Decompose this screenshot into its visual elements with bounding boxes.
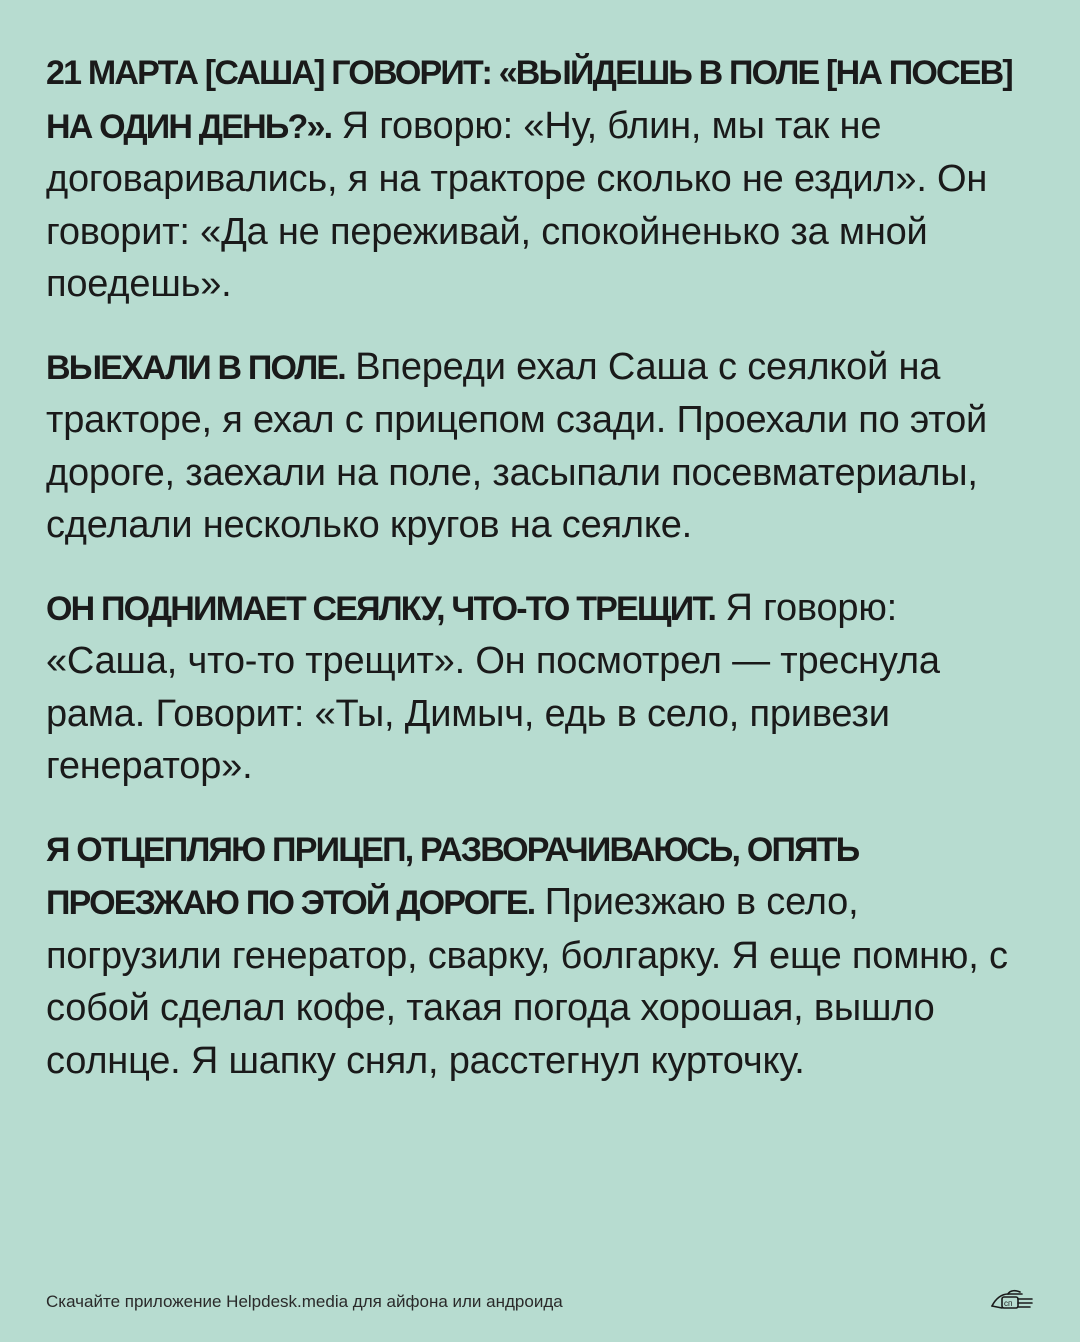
paragraph-4 — [46, 823, 1036, 1088]
paragraph-2 — [46, 341, 1036, 552]
paragraph-3-text: Я говорю: «Саша, что-то трещит». Он посмотрел — треснула рама. Говорит: «Ты, Димыч, едь в село, привези генератор». — [46, 586, 940, 787]
article-body — [46, 46, 1036, 1117]
helpdesk-hand-logo-icon[interactable] — [988, 1286, 1036, 1314]
paragraph-3-lead: ОН ПОДНИМАЕТ СЕЯЛКУ, ЧТО-ТО ТРЕЩИТ. — [46, 589, 716, 628]
svg-text:сп: сп — [1004, 1299, 1013, 1308]
paragraph-1-lead: 21 МАРТА [САША] ГОВОРИТ: «ВЫЙДЕШЬ В ПОЛЕ [НА ПОСЕВ] НА ОДИН ДЕНЬ?». — [46, 54, 1012, 146]
paragraph-3 — [46, 582, 1036, 793]
paragraph-1 — [46, 46, 1036, 311]
paragraph-2-text: Впереди ехал Саша с сеялкой на тракторе, я ехал с прицепом сзади. Проехали по этой дороге, заехали на поле, засыпали посевматериалы, сделали несколько кругов на сеялке. — [46, 345, 988, 546]
paragraph-4-lead: Я ОТЦЕПЛЯЮ ПРИЦЕП, РАЗВОРАЧИВАЮСЬ, ОПЯТЬ ПРОЕЗЖАЮ ПО ЭТОЙ ДОРОГЕ. — [46, 830, 859, 922]
paragraph-1-text: Я говорю: «Ну, блин, мы так не договаривались, я на тракторе сколько не ездил». Он говорит: «Да не переживай, спокойненько за мной поедешь». — [46, 104, 988, 305]
paragraph-4-text: Приезжаю в село, погрузили генератор, сварку, болгарку. Я еще помню, с собой сделал кофе, такая погода хорошая, вышло солнце. Я шапку снял, расстегнул курточку. — [46, 881, 1008, 1082]
footer-app-promo[interactable]: Скачайте приложение Helpdesk.media для айфона или андроида — [46, 1292, 563, 1311]
paragraph-2-lead: ВЫЕХАЛИ В ПОЛЕ. — [46, 348, 345, 387]
